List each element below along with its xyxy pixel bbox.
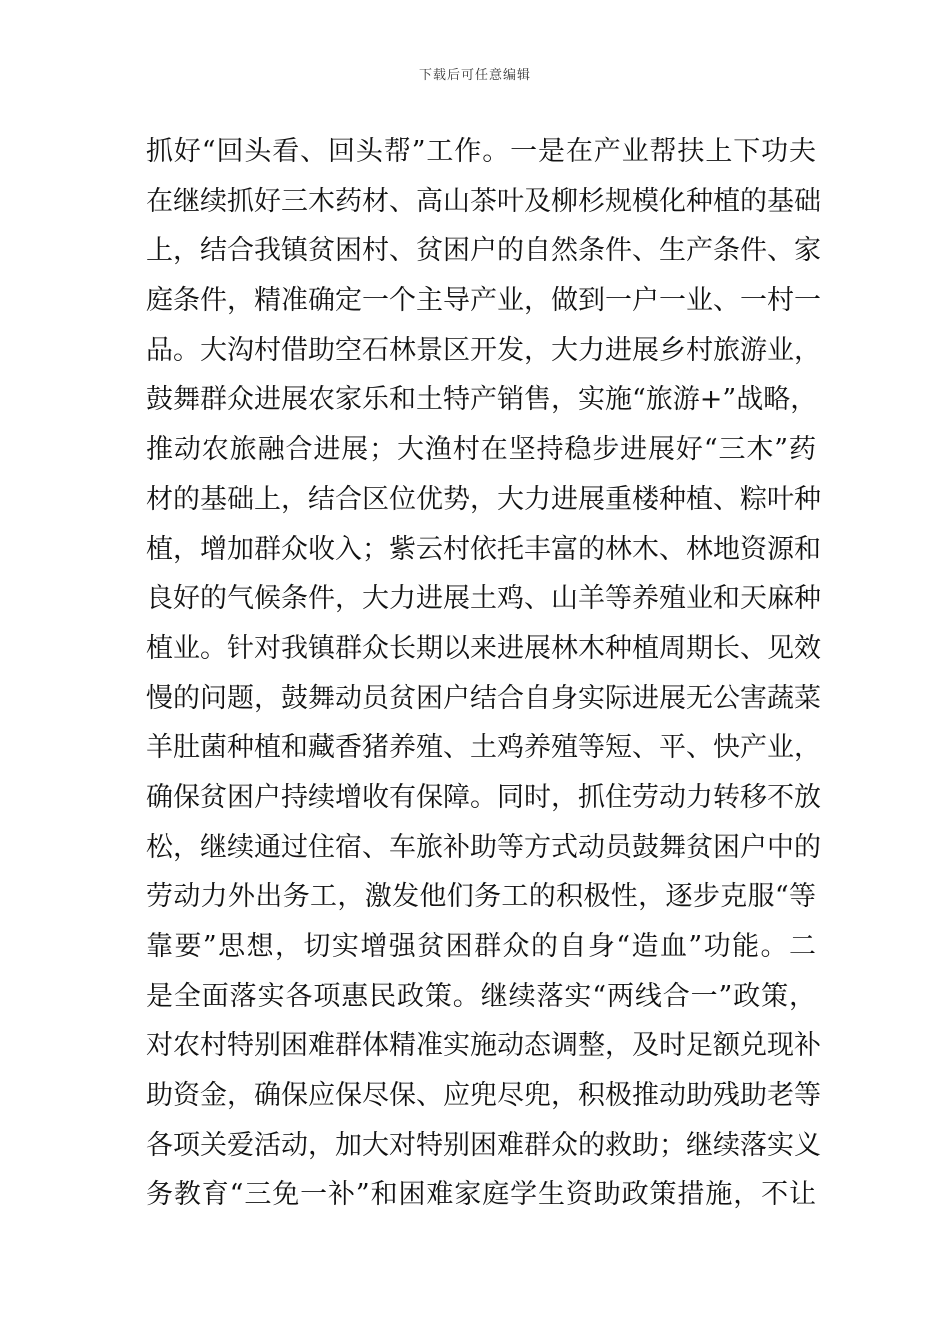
text-line: 庭条件，精准确定一个主导产业，做到一户一业、一村一: [146, 285, 821, 317]
text-line: 鼓舞群众进展农家乐和土特产销售，实施“旅游+”战略，: [146, 384, 818, 416]
document-body: [146, 127, 821, 1220]
text-line: 材的基础上，结合区位优势，大力进展重楼种植、粽叶种: [146, 483, 821, 515]
page-header-note: 下载后可任意编辑: [418, 68, 531, 83]
text-line: 助资金，确保应保尽保、应兜尽兜，积极推动助残助老等: [146, 1080, 821, 1112]
text-line: 是全面落实各项惠民政策。继续落实“两线合一”政策，: [146, 980, 816, 1012]
text-line: 良好的气候条件，大力进展土鸡、山羊等养殖业和天麻种: [146, 583, 821, 615]
text-line: 在继续抓好三木药材、高山茶叶及柳杉规模化种植的基础: [146, 185, 821, 217]
text-line: 羊肚菌种植和藏香猪养殖、土鸡养殖等短、平、快产业，: [146, 732, 821, 764]
text-line: 务教育“三免一补”和困难家庭学生资助政策措施，不让: [146, 1179, 816, 1211]
text-line: 对农村特别困难群体精准实施动态调整，及时足额兑现补: [146, 1030, 821, 1062]
text-line: 推动农旅融合进展；大渔村在坚持稳步进展好“三木”药: [146, 434, 816, 466]
text-line: 上，结合我镇贫困村、贫困户的自然条件、生产条件、家: [146, 235, 821, 267]
text-line: 松，继续通过住宿、车旅补助等方式动员鼓舞贫困户中的: [146, 831, 821, 863]
text-line: 各项关爱活动，加大对特别困难群众的救助；继续落实义: [146, 1129, 821, 1161]
text-line: 确保贫困户持续增收有保障。同时，抓住劳动力转移不放: [146, 781, 821, 813]
text-line: 植业。针对我镇群众长期以来进展林木种植周期长、见效: [146, 632, 821, 664]
text-line: 品。大沟村借助空石林景区开发，大力进展乡村旅游业，: [146, 334, 821, 366]
text-line: 植，增加群众收入；紫云村依托丰富的林木、林地资源和: [146, 533, 821, 565]
text-line: 抓好“回头看、回头帮”工作。一是在产业帮扶上下功夫: [146, 136, 816, 167]
text-line: 靠要”思想，切实增强贫困群众的自身“造血”功能。二: [146, 931, 816, 962]
text-line: 慢的问题，鼓舞动员贫困户结合自身实际进展无公害蔬菜: [146, 682, 821, 714]
text-line: 劳动力外出务工，激发他们务工的积极性，逐步克服“等: [146, 881, 816, 913]
